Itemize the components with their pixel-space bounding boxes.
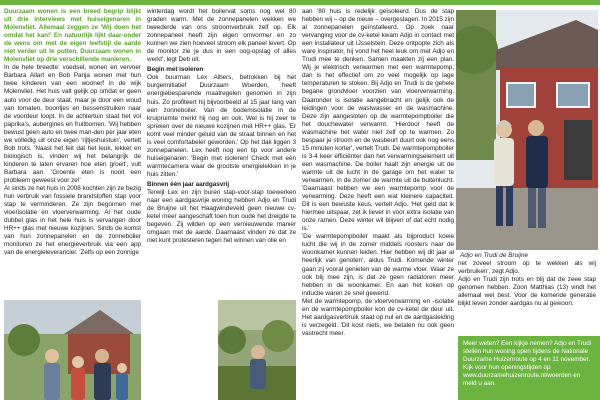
- article-paragraph: aan '80 huis is redelijk geïsoleerd. Dus de stap hebben wij – op de nieuw – overgeslagen. In 2015 zijn al zonnepanelen geïnstalleerd. Op zoek naar vervanging voor de cv-ketel kwam Adjo in contact met een installateur uit IJsselstein. Deze ontpopte zich als ware inspirator, hij vond het heel leuk om met Adjo en Trudi mee te denken. Samen maakten zij een plan. Wij je elektrisch verwarmen met een warmtepomp, dan is het effectief om zo veel mogelijk op lage temperaturen te stoken. Bij Adjo en Trudi is de gehele begane grondvloer voorzien van vloerverwarming. Daaronder is isolatie aangebracht en gelijk ook de leidingen voor de wastwasser en de wasmachine. Deze zijn aangesloten op de warmtepompboiler die het douchewater verwarmt. 'Hierdoor heeft de wasmachine het water niet zelf op te warmen. Zo bespaar je stroom en de wasbeurt duurt ook nog eens 15 minuten korter', vertelt Trudi. De warmtepompboiler is 3-4 keer efficiënter dan het verwarmingselement uit een wasmachine. De boiler haalt zijn energie uit de warmte uit de lucht in de garage om het water te verwarmen, in de zomer de warmte uit de buitenlucht. 'Daarnaast hebben we een warmtepomp voor de verwarming. Deze heeft een wat kleinere capaciteit. Dit is een bewuste keus, vertelt Adjo. 'Het geld dat ik hiermee uitspaar, zet ik liever in voor extra isolatie van onze ramen. Deze winter wil blijven of dat echt nodig is.': [302, 8, 454, 233]
- garden-couple-photo: [218, 300, 296, 400]
- couple-house-photo: [456, 10, 598, 250]
- article-paragraph: Adjo en Trudi zijn trots en blij dat de zeee stap genomen hebben. Zoon Matthias (13) vindt het allemaal wel best. Voor de komende generatie blijkt leven zonder aardgas nu al gewoon.: [458, 276, 596, 308]
- photo-caption: Adjo en Trudi de Bruijne: [460, 252, 529, 259]
- section-heading: Begin met isoleren: [147, 66, 204, 74]
- section-heading: Binnen één jaar aardgasvrij: [147, 180, 230, 188]
- article-column-2: [147, 8, 296, 245]
- article-paragraph: Ook buurman Lex Albers, betrokken bij het burgerinitiatief Duurzaam Woerden, heeft energiebesparende maatregelen genomen in zijn huis. Zo profiteert hij bijvoorbeeld al 15 jaar lang van een zonneboiler. Van de bodemisolatie in de kruipruimte merkt hij nog en ook. Wel is hij zeer te spreken over de nieuwe kozijnen met HR++ glas. 'Er komt veel minder geluid van de straat binnen en het is veel comfortabeler geworden.' Op het dak liggen 3 zonnepanelen. Lex heeft nog een tip voor andere huiseigenaren: 'Begin met isoleren! Check met een warmtecamera waar de grootste energielekken in je huis zitten.': [147, 74, 296, 178]
- article-paragraph: winterdag wordt het boilervat soms nog wel 80 graden warm. Met de zonnepanelen wekken we tweederde van ons stroomverbruik zelf op. Elk zonnepaneel heeft zijn eigen omvormer en zo kunnen we zien hoeveel stroom elk paneel levert. Op de monitor zie je dus in een oog-opslag of alles werkt', legt Deb uit.: [147, 8, 296, 64]
- article-paragraph: Al sinds ze het huis in 2008 kochten zijn ze bezig hun verbruik van fossiele brandstoffen stap voor stap te verminderen. Ze zijn begonnen met vloerisolatie en vloerverwarming. Al het oude dubbel glas in het hele huis is vervangen door HR++ glas met nieuwe kozijnen. Sinds de komst van hun zonnepanelen en de zonnebolier monitoren ze het energieverbruik via een app van de energieleverancier. 'Zelfs op een zonnige: [4, 185, 141, 257]
- info-box: [458, 336, 600, 400]
- article-paragraph: Met de warmtepomp, de vloerverwarming en -isolatie en de warmtepompboiler kon de cv-ketel de deur uit. Het aardgasverbruik staat op nul en de aardgasleiding is verzegeld. 'Dit kost niets, we betalen nu ook geen vastrecht meer.: [302, 297, 454, 337]
- article-paragraph: net zoveel stroom op te wekken als wij verbruiken', zegt Adjo.: [458, 260, 596, 276]
- info-box-text: Meer weten? Een kijkje nemen? Adjo en Trudi stellen hun woning open tijdens de Nationale Duurzame Huizenroute op 4 en 11 november. Kijk voor hun openingstijden op www.duurzamehuizenroute.nl/woerden en meld u aan.: [463, 340, 592, 387]
- article-column-3: [302, 8, 454, 338]
- article-column-4: [458, 260, 596, 308]
- article-column-1: [4, 8, 141, 257]
- article-paragraph: In de hele breedte: voedsel, wonen en vervoer Barbara Allart en Bob Panja wonen met hun twee kinderen van een woonerf in de wijk Molenvliet. Het huis valt gelijk op omdat er geen auto voor de deur staat, maar je door een woud van tomaten, boontjes en bessenstruiken naar de voordeur loopt. In de achtertuin staat het vol paprika's, aubergines en fruitbomen. 'Wij hebben bewust geen auto en twee man-den per jaar eten we volledig uit onze eigen 'rijtjeshuistuin', vertelt Bob trots. 'Naast het feit dat het leuk, lekker en biologisch is, vinden wij het belangrijk de kinderen te laten ervaren hoe eten groeit', vult Barbara aan. 'Groente eten is nooit een probleem geweest voor ze!': [4, 64, 141, 184]
- top-accent-bar: [0, 0, 600, 5]
- article-intro: Duurzaam wonen is een breed begrip blijkt uit drie interviews met huiseigenaren in Molenvliet. Allemaal zeggen ze 'Wij doen het omdat het kan!' En natuurlijk lijkt daar-onder de wens om met de eigen leefstijl de aarde niet verder uit te putten. Duurzaam wonen in Molenvliet op drie verschillende manieren.: [4, 8, 141, 64]
- family-photo: [4, 300, 141, 400]
- article-paragraph: Terwijl Lex en zijn buren stap-voor-stap toewerken naar een aardgasvrije woning hebben Adjo en Trudi de Bruijne uit het Haagwindeveld geen nieuwe cv-ketel meer aangeschaft toen hun oude het dreigde te begeven. Zij wilden op een vernieuwende manier omgaan met de aarde. Daarnaast vinden ze dat ze niet kunt protesteren tegen het winnen van olie en: [147, 189, 296, 245]
- article-paragraph: 'De warmtepompboiler maakt als bijproduct koele lucht die wij in de zomer middels roosters naar de woonkamer kunnen leiden. Hier hebben wij dit jaar al heerlijk van genoten', aldus Trudi. Komende winter gaan zij vooral genieten van de warme vloer. Waar ze ook blij mee zijn, is dat ze geen radiatoren meer hebben in de woonkamer. En aan het koken op inductie waren ze snel gewend.: [302, 233, 454, 297]
